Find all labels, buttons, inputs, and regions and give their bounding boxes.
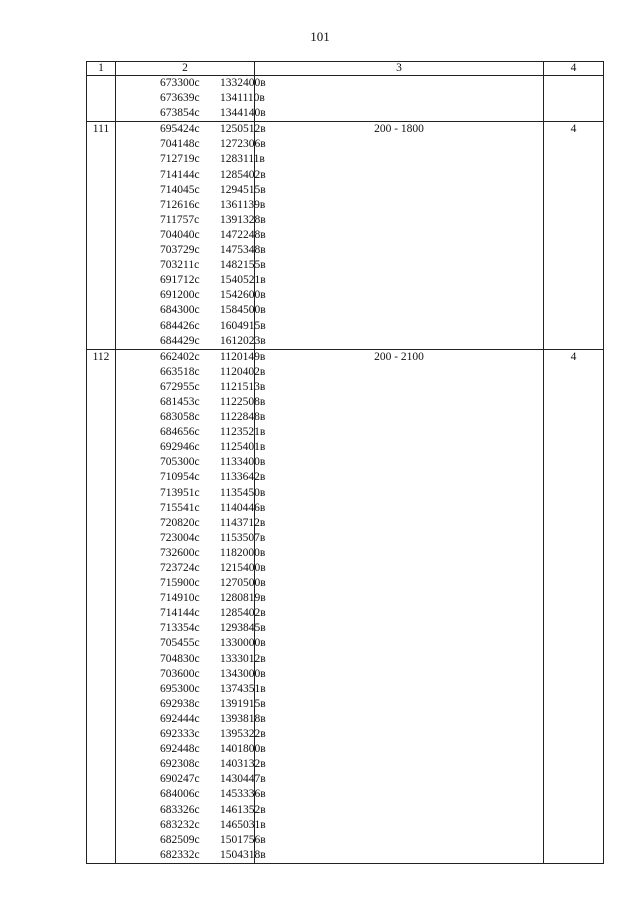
latitude-value: 703729с: [160, 244, 200, 257]
latitude-value: 713354с: [160, 622, 200, 635]
coordinate-pair: [116, 561, 266, 576]
column-header-3: 3: [255, 62, 544, 76]
coordinate-pair: [116, 606, 266, 621]
coordinate-pair: [116, 546, 266, 561]
coordinate-pair: [116, 91, 265, 106]
longitude-value: 1584500в: [220, 304, 266, 317]
coordinate-pair: [116, 288, 266, 303]
latitude-value: 714045с: [160, 183, 200, 196]
area-number: 112: [87, 349, 116, 863]
longitude-value: 1374351в: [220, 682, 266, 695]
longitude-value: 1604915в: [220, 319, 266, 332]
coordinate-pair: [116, 243, 266, 258]
longitude-value: 1361139в: [220, 198, 266, 211]
longitude-value: 1472248в: [220, 228, 266, 241]
longitude-value: 1341110в: [220, 92, 265, 105]
longitude-value: 1135450в: [220, 486, 266, 499]
coordinate-pair: [116, 787, 266, 802]
coordinate-pair: [116, 486, 266, 501]
longitude-value: 1430447в: [220, 773, 266, 786]
coordinate-pair: [116, 470, 266, 485]
longitude-value: 1475348в: [220, 244, 266, 257]
longitude-value: 1395322в: [220, 728, 266, 741]
latitude-value: 720820с: [160, 516, 200, 529]
longitude-value: 1333012в: [220, 652, 266, 665]
latitude-value: 673639с: [160, 92, 200, 105]
longitude-value: 1393818в: [220, 712, 266, 725]
longitude-value: 1504318в: [220, 848, 266, 861]
coordinate-pair: [116, 440, 266, 455]
longitude-value: 1272306в: [220, 138, 266, 151]
coordinates-cell: [116, 349, 266, 863]
coordinate-pair: [116, 455, 266, 470]
longitude-value: 1332400в: [220, 77, 266, 89]
coordinate-pair: [116, 258, 266, 273]
latitude-value: 704148с: [160, 138, 200, 151]
coordinate-pair: [116, 742, 266, 757]
latitude-value: 715900с: [160, 577, 200, 590]
longitude-value: 1540521в: [220, 274, 266, 287]
latitude-value: 713951с: [160, 486, 200, 499]
category-value: 4: [544, 122, 604, 349]
coordinate-pair: [116, 380, 266, 395]
longitude-value: 1501756в: [220, 833, 266, 846]
latitude-value: 692308с: [160, 758, 200, 771]
coordinate-pair: [116, 576, 266, 591]
latitude-value: 684429с: [160, 334, 200, 347]
coordinate-pair: [116, 273, 266, 288]
latitude-value: 704040с: [160, 228, 200, 241]
longitude-value: 1294515в: [220, 183, 266, 196]
coordinates-cell: [116, 122, 266, 349]
category-value: [544, 76, 604, 122]
coordinate-pair: [116, 350, 266, 365]
latitude-value: 695424с: [160, 123, 200, 136]
coordinate-pair: [116, 122, 266, 137]
latitude-value: 673300с: [160, 77, 200, 89]
longitude-value: 1285402в: [220, 607, 266, 620]
coordinate-pair: [116, 833, 266, 848]
coordinate-pair: [116, 501, 266, 516]
table-header-row: [87, 62, 604, 76]
frequency-range: 200 - 1800: [255, 122, 544, 349]
latitude-value: 711757с: [160, 213, 200, 226]
longitude-value: 1143712в: [220, 516, 266, 529]
longitude-value: 1182000в: [220, 546, 266, 559]
longitude-value: 1121513в: [220, 380, 266, 393]
latitude-value: 663518с: [160, 365, 200, 378]
latitude-value: 714144с: [160, 607, 200, 620]
longitude-value: 1123521в: [220, 426, 266, 439]
longitude-value: 1344140в: [220, 107, 266, 120]
latitude-value: 703600с: [160, 667, 200, 680]
table-row: [87, 122, 604, 349]
coordinate-pair: [116, 516, 266, 531]
coordinate-pair: [116, 727, 266, 742]
coordinate-pair: [116, 636, 266, 651]
latitude-value: 703211с: [160, 259, 200, 272]
latitude-value: 682509с: [160, 833, 200, 846]
longitude-value: 1120402в: [220, 365, 266, 378]
longitude-value: 1122848в: [220, 411, 266, 424]
longitude-value: 1280819в: [220, 592, 266, 605]
coordinate-pair: [116, 76, 266, 91]
coordinate-pair: [116, 712, 266, 727]
latitude-value: 714144с: [160, 168, 200, 181]
area-number: 111: [87, 122, 116, 349]
coordinate-pair: [116, 168, 266, 183]
latitude-value: 684006с: [160, 788, 200, 801]
longitude-value: 1250512в: [220, 123, 266, 136]
latitude-value: 705300с: [160, 456, 200, 469]
frequency-range: 200 - 2100: [255, 349, 544, 863]
coordinate-pair: [116, 621, 266, 636]
longitude-value: 1482155в: [220, 259, 266, 272]
coordinate-pair: [116, 667, 266, 682]
longitude-value: 1461352в: [220, 803, 266, 816]
latitude-value: 732600с: [160, 546, 200, 559]
coordinate-pair: [116, 772, 266, 787]
page-number: 101: [310, 29, 330, 44]
frequency-range: [255, 76, 544, 122]
column-header-2: 2: [116, 62, 255, 76]
category-value: 4: [544, 349, 604, 863]
coordinate-pair: [116, 365, 266, 380]
coordinate-pair: [116, 137, 266, 152]
coordinate-pair: [116, 395, 266, 410]
longitude-value: 1153507в: [220, 531, 266, 544]
coordinate-pair: [116, 591, 266, 606]
longitude-value: 1283111в: [220, 153, 265, 166]
longitude-value: 1293845в: [220, 622, 266, 635]
longitude-value: 1122508в: [220, 395, 266, 408]
latitude-value: 681453с: [160, 395, 200, 408]
longitude-value: 1285402в: [220, 168, 266, 181]
coordinates-cell: [116, 76, 266, 122]
latitude-value: 662402с: [160, 350, 200, 363]
longitude-value: 1401800в: [220, 743, 266, 756]
longitude-value: 1391915в: [220, 697, 266, 710]
latitude-value: 692946с: [160, 441, 200, 454]
latitude-value: 682332с: [160, 848, 200, 861]
coordinate-pair: [116, 682, 266, 697]
coordinate-pair: [116, 319, 266, 334]
longitude-value: 1542600в: [220, 289, 266, 302]
longitude-value: 1133400в: [220, 456, 266, 469]
latitude-value: 673854с: [160, 107, 200, 120]
longitude-value: 1140446в: [220, 501, 266, 514]
latitude-value: 684656с: [160, 426, 200, 439]
coordinate-pair: [116, 848, 266, 863]
coordinates-table: [86, 61, 604, 864]
longitude-value: 1330000в: [220, 637, 266, 650]
latitude-value: 705455с: [160, 637, 200, 650]
latitude-value: 683326с: [160, 803, 200, 816]
latitude-value: 691712с: [160, 274, 200, 287]
coordinate-pair: [116, 757, 266, 772]
longitude-value: 1403132в: [220, 758, 266, 771]
longitude-value: 1215400в: [220, 562, 266, 574]
latitude-value: 692444с: [160, 712, 200, 725]
coordinate-pair: [116, 152, 265, 167]
latitude-value: 712719с: [160, 153, 200, 166]
longitude-value: 1453336в: [220, 788, 266, 801]
latitude-value: 692333с: [160, 728, 200, 741]
coordinate-pair: [116, 228, 266, 243]
longitude-value: 1343000в: [220, 667, 266, 680]
longitude-value: 1120149в: [220, 350, 266, 363]
latitude-value: 723724с: [160, 562, 200, 574]
latitude-value: 715541с: [160, 501, 200, 514]
latitude-value: 672955с: [160, 380, 200, 393]
latitude-value: 683232с: [160, 818, 200, 831]
latitude-value: 695300с: [160, 682, 200, 695]
longitude-value: 1612023в: [220, 334, 266, 347]
coordinate-pair: [116, 213, 266, 228]
longitude-value: 1125401в: [220, 441, 266, 454]
latitude-value: 723004с: [160, 531, 200, 544]
coordinate-pair: [116, 198, 266, 213]
column-header-4: 4: [544, 62, 604, 76]
coordinate-pair: [116, 697, 266, 712]
coordinate-pair: [116, 652, 266, 667]
longitude-value: 1391328в: [220, 213, 266, 226]
table-row: [87, 349, 604, 863]
latitude-value: 684426с: [160, 319, 200, 332]
latitude-value: 691200с: [160, 289, 200, 302]
coordinate-pair: [116, 106, 266, 121]
longitude-value: 1465031в: [220, 818, 266, 831]
area-number: [87, 76, 116, 122]
coordinate-pair: [116, 410, 266, 425]
latitude-value: 712616с: [160, 198, 200, 211]
table-row: [87, 76, 604, 122]
latitude-value: 684300с: [160, 304, 200, 317]
latitude-value: 692448с: [160, 743, 200, 756]
latitude-value: 683058с: [160, 411, 200, 424]
table-body: [87, 76, 604, 864]
latitude-value: 692938с: [160, 697, 200, 710]
coordinate-pair: [116, 334, 266, 349]
column-header-1: 1: [87, 62, 116, 76]
longitude-value: 1270500в: [220, 577, 266, 590]
coordinate-pair: [116, 303, 266, 318]
coordinate-pair: [116, 803, 266, 818]
latitude-value: 710954с: [160, 471, 200, 484]
latitude-value: 714910с: [160, 592, 200, 605]
latitude-value: 704830с: [160, 652, 200, 665]
coordinate-pair: [116, 183, 266, 198]
coordinate-pair: [116, 818, 266, 833]
longitude-value: 1133642в: [220, 471, 266, 484]
coordinate-pair: [116, 531, 266, 546]
coordinate-pair: [116, 425, 266, 440]
latitude-value: 690247с: [160, 773, 200, 786]
